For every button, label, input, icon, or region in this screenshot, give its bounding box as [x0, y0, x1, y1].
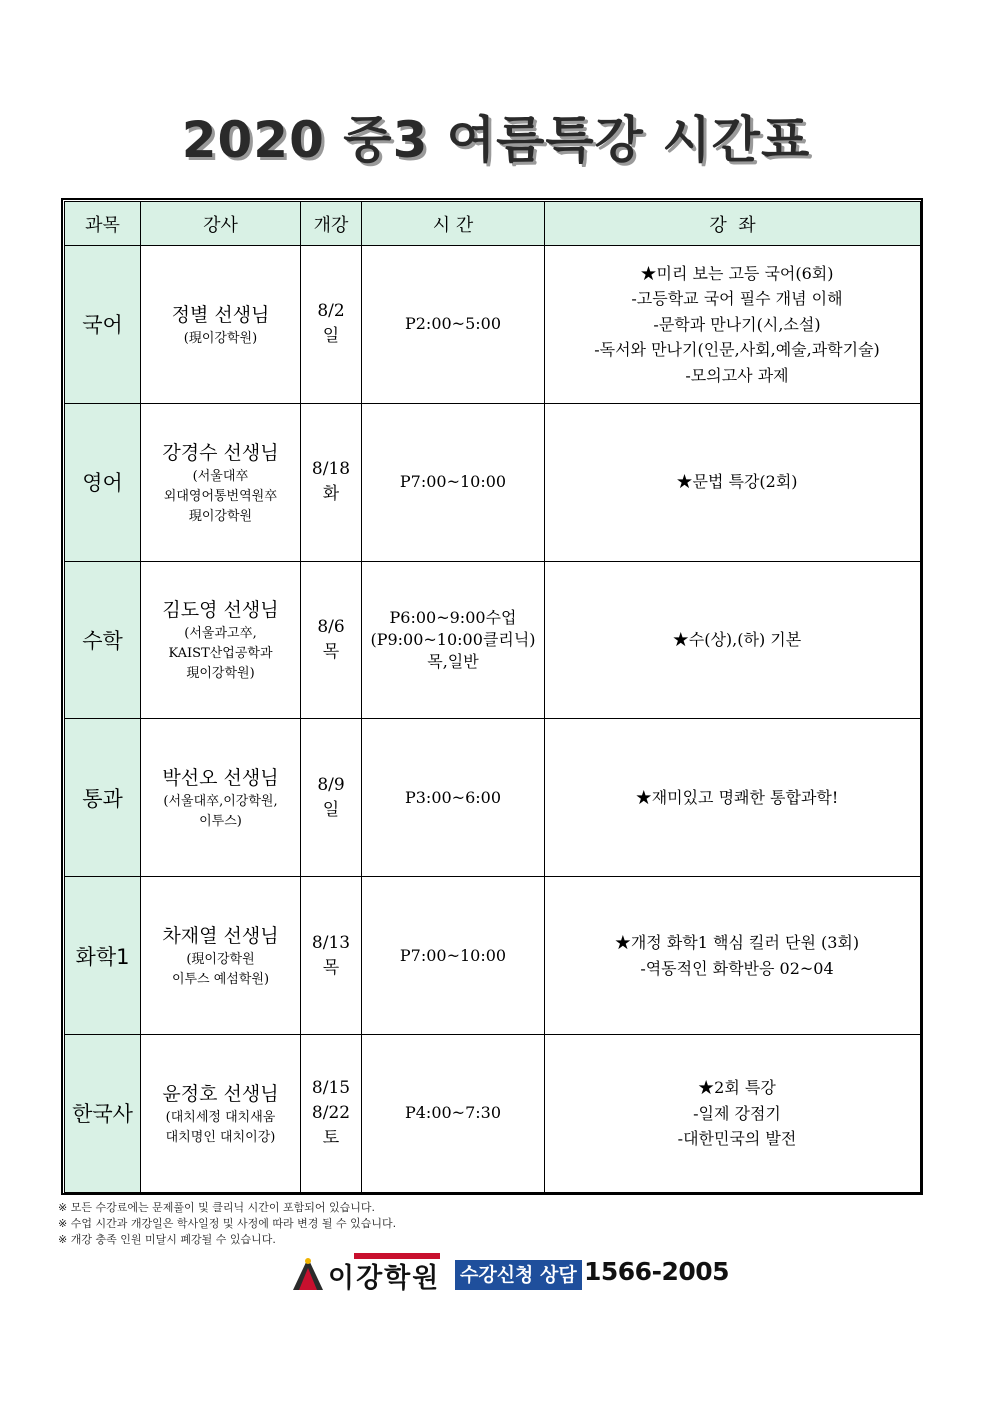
course-line: ★재미있고 명쾌한 통합과학! — [635, 788, 839, 808]
course-line: ★문법 특강(2회) — [676, 472, 798, 492]
teacher-cell — [141, 877, 301, 1035]
table-row — [65, 403, 921, 561]
consult-label: 수강신청 상담 — [455, 1260, 582, 1290]
teacher-desc: (서울대卒,이강학원, 이투스) — [163, 794, 278, 830]
open-cell: 8/13 목 — [301, 877, 362, 1035]
teacher-name: 정별 선생님 — [171, 303, 270, 326]
time-cell: P2:00~5:00 — [362, 246, 545, 404]
teacher-cell — [141, 561, 301, 719]
course-line: ★개정 화학1 핵심 킬러 단원 (3회) — [614, 933, 860, 953]
time-cell: P3:00~6:00 — [362, 719, 545, 877]
teacher-cell — [141, 719, 301, 877]
open-cell: 8/15 8/22 토 — [301, 1034, 362, 1192]
table-row — [65, 877, 921, 1035]
subject-cell: 수학 — [65, 561, 141, 719]
open-cell: 8/2 일 — [301, 246, 362, 404]
open-cell: 8/18 화 — [301, 403, 362, 561]
subject-cell: 화학1 — [65, 877, 141, 1035]
teacher-desc: (서울대卒 외대영어통번역원卒 現이강학원 — [163, 468, 278, 524]
header-teacher: 강사 — [141, 202, 301, 246]
time-cell: P4:00~7:30 — [362, 1034, 545, 1192]
note-line: ※ 개강 충족 인원 미달시 폐강될 수 있습니다. — [58, 1233, 276, 1246]
note-line: ※ 모든 수강료에는 문제풀이 및 클리닉 시간이 포함되어 있습니다. — [58, 1201, 375, 1214]
course-line: -고등학교 국어 필수 개념 이해 — [631, 289, 843, 309]
course-cell — [545, 1034, 921, 1192]
table-row — [65, 719, 921, 877]
subject-cell: 영어 — [65, 403, 141, 561]
teacher-name: 김도영 선생님 — [162, 599, 279, 622]
course-line: -문학과 만나기(시,소설) — [653, 314, 821, 334]
header-subject: 과목 — [65, 202, 141, 246]
teacher-name: 강경수 선생님 — [162, 441, 279, 464]
course-cell — [545, 561, 921, 719]
footer — [290, 1252, 730, 1296]
academy-logo-icon — [290, 1254, 326, 1294]
course-line: -모의고사 과제 — [685, 365, 789, 385]
course-line: -역동적인 화학반응 02~04 — [640, 958, 834, 978]
notes — [58, 1200, 858, 1248]
course-cell — [545, 719, 921, 877]
schedule-table — [64, 201, 921, 1193]
header-row — [65, 202, 921, 246]
teacher-name: 차재열 선생님 — [162, 925, 279, 948]
teacher-desc: (서울과고卒, KAIST산업공학과 現이강학원) — [168, 626, 273, 682]
table-row — [65, 561, 921, 719]
time-cell: P7:00~10:00 — [362, 403, 545, 561]
teacher-desc: (現이강학원) — [183, 330, 258, 346]
table-row — [65, 1034, 921, 1192]
header-open: 개강 — [301, 202, 362, 246]
page-title: 2020 중3 여름특강 시간표 — [181, 111, 811, 169]
time-cell: P7:00~10:00 — [362, 877, 545, 1035]
teacher-desc: (現이강학원 이투스 예섬학원) — [171, 952, 270, 988]
open-cell: 8/6 목 — [301, 561, 362, 719]
header-time: 시 간 — [362, 202, 545, 246]
note-line: ※ 수업 시간과 개강일은 학사일정 및 사정에 따라 변경 될 수 있습니다. — [58, 1217, 397, 1230]
course-cell — [545, 403, 921, 561]
course-line: -독서와 만나기(인문,사회,예술,과학기술) — [594, 340, 880, 360]
course-cell — [545, 877, 921, 1035]
header-course: 강 좌 — [545, 202, 921, 246]
course-line: ★미리 보는 고등 국어(6회) — [640, 263, 834, 283]
subject-cell: 국어 — [65, 246, 141, 404]
course-line: -대한민국의 발전 — [677, 1129, 797, 1149]
phone-number[interactable]: 1566-2005 — [584, 1257, 730, 1286]
time-cell: P6:00~9:00수업 (P9:00~10:00클리닉) 목,일반 — [362, 561, 545, 719]
subject-cell: 한국사 — [65, 1034, 141, 1192]
subject-cell: 통과 — [65, 719, 141, 877]
teacher-cell — [141, 403, 301, 561]
course-line: ★수(상),(하) 기본 — [672, 630, 802, 650]
teacher-cell — [141, 1034, 301, 1192]
teacher-desc: (대치세정 대치새움 대치명인 대치이강) — [165, 1109, 276, 1145]
academy-name: 이강학원 — [328, 1263, 441, 1294]
open-cell: 8/9 일 — [301, 719, 362, 877]
teacher-cell — [141, 246, 301, 404]
teacher-name: 박선오 선생님 — [162, 767, 279, 790]
course-line: -일제 강점기 — [693, 1103, 781, 1123]
table-row — [65, 246, 921, 404]
course-line: ★2회 특강 — [698, 1078, 776, 1098]
course-cell — [545, 246, 921, 404]
teacher-name: 윤정호 선생님 — [162, 1082, 279, 1105]
